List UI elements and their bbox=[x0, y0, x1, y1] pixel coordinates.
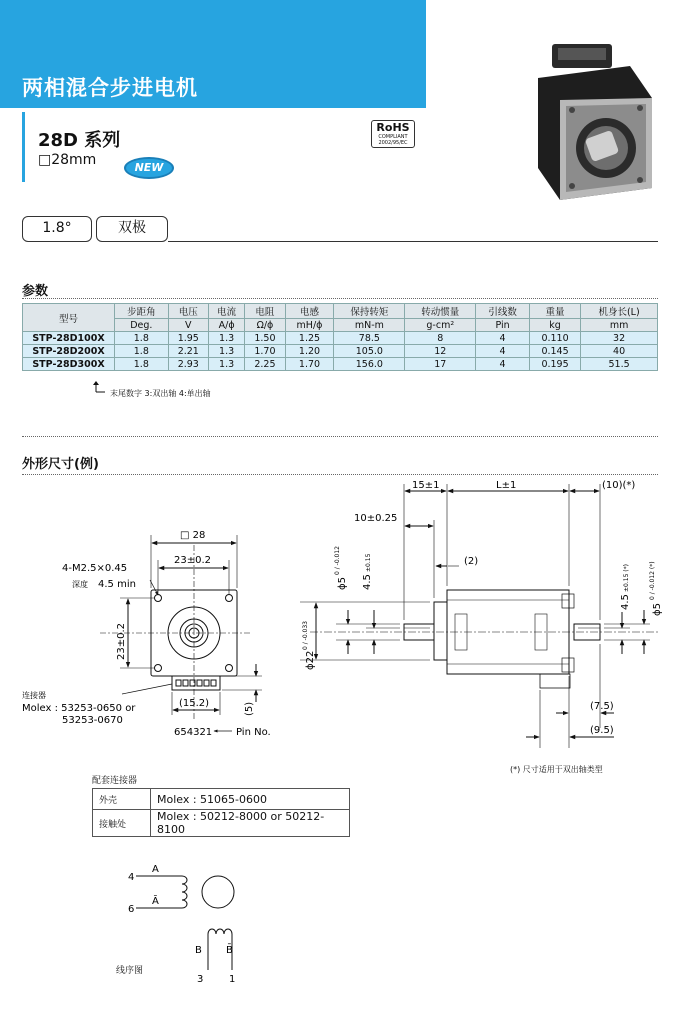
column-header: 转动惯量 bbox=[405, 304, 476, 319]
value-cell: 78.5 bbox=[334, 332, 405, 345]
dim-L: L±1 bbox=[496, 480, 517, 491]
dim-9-5: (9.5) bbox=[590, 725, 614, 736]
dim-conn-height: (5) bbox=[244, 701, 255, 716]
connector-part1: Molex : 53253-0650 or bbox=[22, 703, 136, 714]
value-cell: 1.3 bbox=[208, 358, 244, 371]
params-heading: 参数 bbox=[22, 284, 49, 299]
value-cell: 0.110 bbox=[529, 332, 580, 345]
dim-shaft-r-tol: 0 / -0.012 (*) bbox=[649, 561, 656, 600]
column-unit: Ω/ϕ bbox=[245, 319, 285, 332]
value-cell: 1.70 bbox=[245, 345, 285, 358]
connector-label: 连接器 bbox=[22, 691, 46, 700]
value-cell: 105.0 bbox=[334, 345, 405, 358]
value-cell: 0.195 bbox=[529, 358, 580, 371]
dim-10: (10)(*) bbox=[602, 480, 636, 491]
outline-footnote: (*) 尺寸适用于双出轴类型 bbox=[510, 765, 603, 774]
wire-pin-a-bar: 6 bbox=[128, 904, 135, 915]
value-cell: 12 bbox=[405, 345, 476, 358]
table-row bbox=[93, 810, 350, 837]
connector-value: Molex : 50212-8000 or 50212-8100 bbox=[151, 810, 350, 837]
wire-pin-a: 4 bbox=[128, 872, 135, 883]
value-cell: 1.95 bbox=[168, 332, 208, 345]
value-cell: 17 bbox=[405, 358, 476, 371]
dim-flat-r-tol: ±0.15 (*) bbox=[623, 564, 630, 592]
dim-10-025: 10±0.25 bbox=[354, 513, 398, 524]
value-cell: 1.8 bbox=[115, 332, 169, 345]
rohs-line2: 2002/95/EC bbox=[378, 140, 408, 146]
rohs-main: RoHS bbox=[376, 121, 410, 134]
wiring-label: 线序图 bbox=[116, 966, 144, 976]
column-unit: mm bbox=[581, 319, 658, 332]
column-unit: g-cm² bbox=[405, 319, 476, 332]
column-header-model: 型号 bbox=[23, 304, 115, 332]
value-cell: 1.70 bbox=[285, 358, 334, 371]
step-angle-tag: 1.8° bbox=[22, 216, 92, 242]
connector-value: Molex : 51065-0600 bbox=[151, 789, 350, 810]
dim-boss-tol: 0 / -0.033 bbox=[302, 621, 309, 650]
dim-shaft-r: ϕ5 bbox=[652, 603, 663, 616]
model-cell: STP-28D300X bbox=[23, 358, 115, 371]
connector-table bbox=[92, 788, 350, 837]
value-cell: 156.0 bbox=[334, 358, 405, 371]
pin-numbers: 654321 bbox=[174, 727, 213, 738]
rohs-line1: COMPLIANT bbox=[378, 134, 408, 140]
wire-pin-b-bar: 1 bbox=[229, 974, 236, 985]
value-cell: 1.25 bbox=[285, 332, 334, 345]
dim-shaft-phi: ϕ5 bbox=[337, 577, 348, 590]
value-cell: 4 bbox=[476, 358, 530, 371]
column-header: 步距角 bbox=[115, 304, 169, 319]
dim-boss-phi: ϕ22 bbox=[305, 650, 316, 670]
dim-flat-tol: ±0.15 bbox=[365, 553, 372, 572]
column-unit: A/ϕ bbox=[208, 319, 244, 332]
dim-conn-width: (15.2) bbox=[179, 698, 210, 709]
column-unit: kg bbox=[529, 319, 580, 332]
column-header: 电压 bbox=[168, 304, 208, 319]
wire-phase-a: A bbox=[152, 864, 159, 875]
value-cell: 4 bbox=[476, 332, 530, 345]
column-unit: mH/ϕ bbox=[285, 319, 334, 332]
column-header: 保持转矩 bbox=[334, 304, 405, 319]
new-badge: NEW bbox=[124, 157, 174, 179]
value-cell: 0.145 bbox=[529, 345, 580, 358]
value-cell: 1.20 bbox=[285, 345, 334, 358]
wire-phase-b: B bbox=[195, 945, 202, 956]
column-header: 重量 bbox=[529, 304, 580, 319]
page-title: 两相混合步进电机 bbox=[22, 76, 198, 100]
wiring-diagram bbox=[136, 876, 234, 970]
value-cell: 2.25 bbox=[245, 358, 285, 371]
table-row bbox=[93, 789, 350, 810]
column-header: 机身长(L) bbox=[581, 304, 658, 319]
column-unit: Pin bbox=[476, 319, 530, 332]
wire-phase-b-bar: B̄ bbox=[226, 945, 233, 956]
dim-depth: 4.5 min bbox=[98, 579, 136, 590]
value-cell: 1.3 bbox=[208, 332, 244, 345]
dim-depth-label: 深度 bbox=[72, 580, 88, 589]
column-unit: Deg. bbox=[115, 319, 169, 332]
outline-heading: 外形尺寸(例) bbox=[22, 457, 99, 472]
polarity-tag: 双极 bbox=[96, 216, 168, 242]
dim-hole-pitch: 23±0.2 bbox=[174, 555, 212, 566]
column-header: 引线数 bbox=[476, 304, 530, 319]
column-unit: V bbox=[168, 319, 208, 332]
model-cell: STP-28D100X bbox=[23, 332, 115, 345]
value-cell: 2.21 bbox=[168, 345, 208, 358]
dim-thread: 4-M2.5×0.45 bbox=[62, 563, 128, 574]
dim-hole-pitch-v: 23±0.2 bbox=[116, 622, 127, 660]
column-unit: mN-m bbox=[334, 319, 405, 332]
value-cell: 51.5 bbox=[581, 358, 658, 371]
value-cell: 40 bbox=[581, 345, 658, 358]
connector-part2: 53253-0670 bbox=[62, 715, 123, 726]
column-header: 电阻 bbox=[245, 304, 285, 319]
value-cell: 8 bbox=[405, 332, 476, 345]
series-title: 28D 系列 bbox=[38, 130, 121, 151]
wire-pin-b: 3 bbox=[197, 974, 204, 985]
dim-square: □ 28 bbox=[180, 530, 206, 541]
value-cell: 1.8 bbox=[115, 358, 169, 371]
tail-note: 末尾数字 3:双出轴 4:单出轴 bbox=[110, 389, 211, 398]
dim-flat-r: 4.5 bbox=[620, 594, 631, 610]
dim-2: (2) bbox=[464, 556, 479, 567]
column-header: 电感 bbox=[285, 304, 334, 319]
value-cell: 1.3 bbox=[208, 345, 244, 358]
value-cell: 2.93 bbox=[168, 358, 208, 371]
connector-key: 接触处 bbox=[93, 810, 151, 837]
dim-shaft-tol: 0 / -0.012 bbox=[334, 546, 341, 575]
connector-table-title: 配套连接器 bbox=[92, 776, 138, 786]
connector-key: 外壳 bbox=[93, 789, 151, 810]
value-cell: 1.8 bbox=[115, 345, 169, 358]
value-cell: 1.50 bbox=[245, 332, 285, 345]
dim-7-5: (7.5) bbox=[590, 701, 614, 712]
value-cell: 4 bbox=[476, 345, 530, 358]
dim-flat: 4.5 bbox=[362, 574, 373, 590]
pin-label: Pin No. bbox=[236, 727, 271, 738]
model-cell: STP-28D200X bbox=[23, 345, 115, 358]
wire-phase-a-bar: Ā bbox=[152, 896, 159, 907]
dim-15: 15±1 bbox=[412, 480, 440, 491]
frame-size: □28mm bbox=[38, 152, 97, 168]
value-cell: 32 bbox=[581, 332, 658, 345]
column-header: 电流 bbox=[208, 304, 244, 319]
